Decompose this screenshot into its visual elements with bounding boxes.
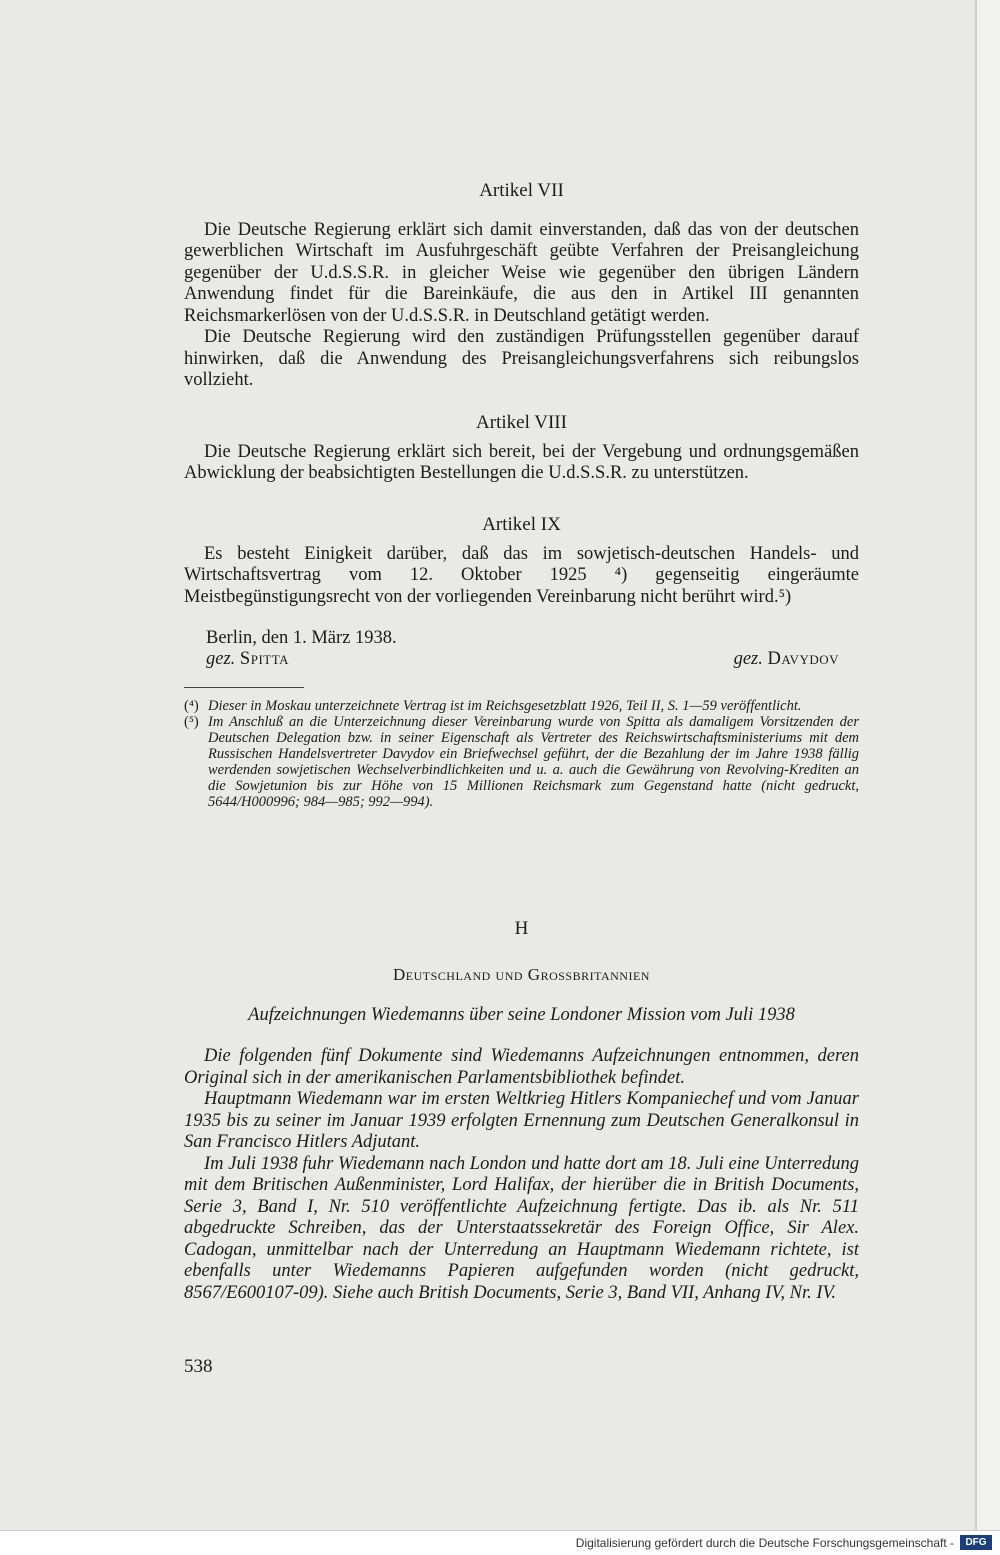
signature-right-name: Davydov (767, 649, 839, 669)
signature-left-name: Spitta (239, 649, 289, 669)
footnote-5-mark: (⁵) (184, 714, 199, 730)
footnote-4-text: Dieser in Moskau unterzeichnete Vertrag ist im Reichsgesetzblatt 1926, Teil II, S. 1—59 veröffentlicht. (208, 698, 802, 714)
signature-right-prefix: gez. (733, 649, 763, 669)
section-title-text: Deutschland und Grossbritannien (393, 965, 650, 984)
section-paragraph-3: Im Juli 1938 fuhr Wiedemann nach London und hatte dort am 18. Juli eine Unterredung mit dem Britischen Außenminister, Lord Halifax, der hierüber die in British Documents, Serie 3, Band I, Nr. 510 veröffentlichte Aufzeichnung fertigte. Das ib. als Nr. 511 abgedruckte Schreiben, das der Unterstaatssekretär des Foreign Office, Sir Alex. Cadogan, unmittelbar nach der Unterredung an Hauptmann Wiedemann richtete, ist ebenfalls unter Wiedemanns Papieren aufgefunden worden (nicht gedruckt, 8567/E600107-09). Siehe auch British Documents, Serie 3, Band VII, Anhang IV, Nr. IV. (184, 1153, 859, 1303)
footnote-4 (184, 698, 859, 714)
article-8 (184, 412, 859, 485)
section-subtitle: Aufzeichnungen Wiedemanns über seine Londoner Mission vom Juli 1938 (248, 1005, 795, 1025)
footnote-divider (184, 687, 304, 688)
section-title (184, 964, 859, 987)
article-8-heading: Artikel VIII (476, 412, 567, 433)
article-8-paragraph-1: Die Deutsche Regierung erklärt sich bereit, bei der Vergebung und ordnungsgemäßen Abwicklung der beabsichtigten Bestellungen die U.d.S.S.R. zu unterstützen. (184, 441, 859, 483)
section-letter: H (514, 918, 529, 939)
footnotes (184, 698, 859, 810)
signature-left (184, 649, 289, 670)
page-number: 538 (184, 1356, 213, 1377)
article-7-paragraph-2: Die Deutsche Regierung wird den zuständigen Prüfungsstellen gegenüber darauf hinwirken, daß die Anwendung des Preisangleichungsverfahrens sich reibungslos vollzieht. (184, 327, 859, 390)
footnote-4-mark: (⁴) (184, 698, 199, 714)
section-paragraph-2: Hauptmann Wiedemann war im ersten Weltkrieg Hitlers Kompaniechef und vom Januar 1935 bis zu seiner im Januar 1939 erfolgten Ernennung zum Deutschen Generalkonsul in San Francisco Hitlers Adjutant. (184, 1089, 859, 1152)
signature-place-date: Berlin, den 1. März 1938. (206, 628, 397, 648)
article-9-heading: Artikel IX (482, 514, 561, 535)
footnote-5 (184, 714, 859, 810)
signature-right (734, 649, 859, 670)
article-7-heading: Artikel VII (479, 180, 564, 201)
article-7-paragraph-1: Die Deutsche Regierung erklärt sich damit einverstanden, daß das von der deutschen gewerblichen Wirtschaft im Ausfuhrgeschäft geübte Verfahren der Preisangleichung gegenüber der U.d.S.S.R. in gleicher Weise wie gegenüber den übrigen Ländern Anwendung findet für die Bareinkäufe, die aus den in Artikel III genannten Reichsmarkerlösen von der U.d.S.S.R. in Deutschland getätigt werden. (184, 219, 859, 326)
footnote-5-text: Im Anschluß an die Unterzeichnung dieser Vereinbarung wurde von Spitta als damaligem Vorsitzenden der Deutschen Delegation bzw. in seiner Eigenschaft als Vertreter des Reichswirtschaftsministeriums mit dem Russischen Handelsvertreter Davydov ein Briefwechsel geführt, der die Bezahlung der im Jahre 1938 fällig werdenden sowjetischen Wechselverbindlichkeiten und u. a. auch die Gewährung von Revolving-Krediten an die Sowjetunion bis zur Höhe von 15 Millionen Reichsmark zum Gegenstand hatte (nicht gedruckt, 5644/H000996; 984—985; 992—994). (208, 714, 859, 810)
section-paragraph-1: Die folgenden fünf Dokumente sind Wiedemanns Aufzeichnungen entnommen, deren Original sich in der amerikanischen Parlamentsbibliothek befindet. (184, 1046, 859, 1088)
digitization-footer (0, 1530, 1000, 1555)
article-9-paragraph-1: Es besteht Einigkeit darüber, daß das im sowjetisch-deutschen Handels- und Wirtschaftsvertrag vom 12. Oktober 1925 ⁴) gegenseitig eingeräumte Meistbegünstigungsrecht von der vorliegenden Vereinbarung nicht berührt wird.⁵) (184, 543, 859, 607)
dfg-logo-icon: DFG (960, 1535, 992, 1550)
signature-block (184, 628, 859, 670)
article-7 (184, 180, 859, 392)
signature-left-prefix: gez. (206, 649, 236, 669)
article-9 (184, 514, 859, 608)
section-body (184, 1046, 859, 1304)
footer-credit-text: Digitalisierung gefördert durch die Deutsche Forschungsgemeinschaft - (575, 1536, 954, 1550)
